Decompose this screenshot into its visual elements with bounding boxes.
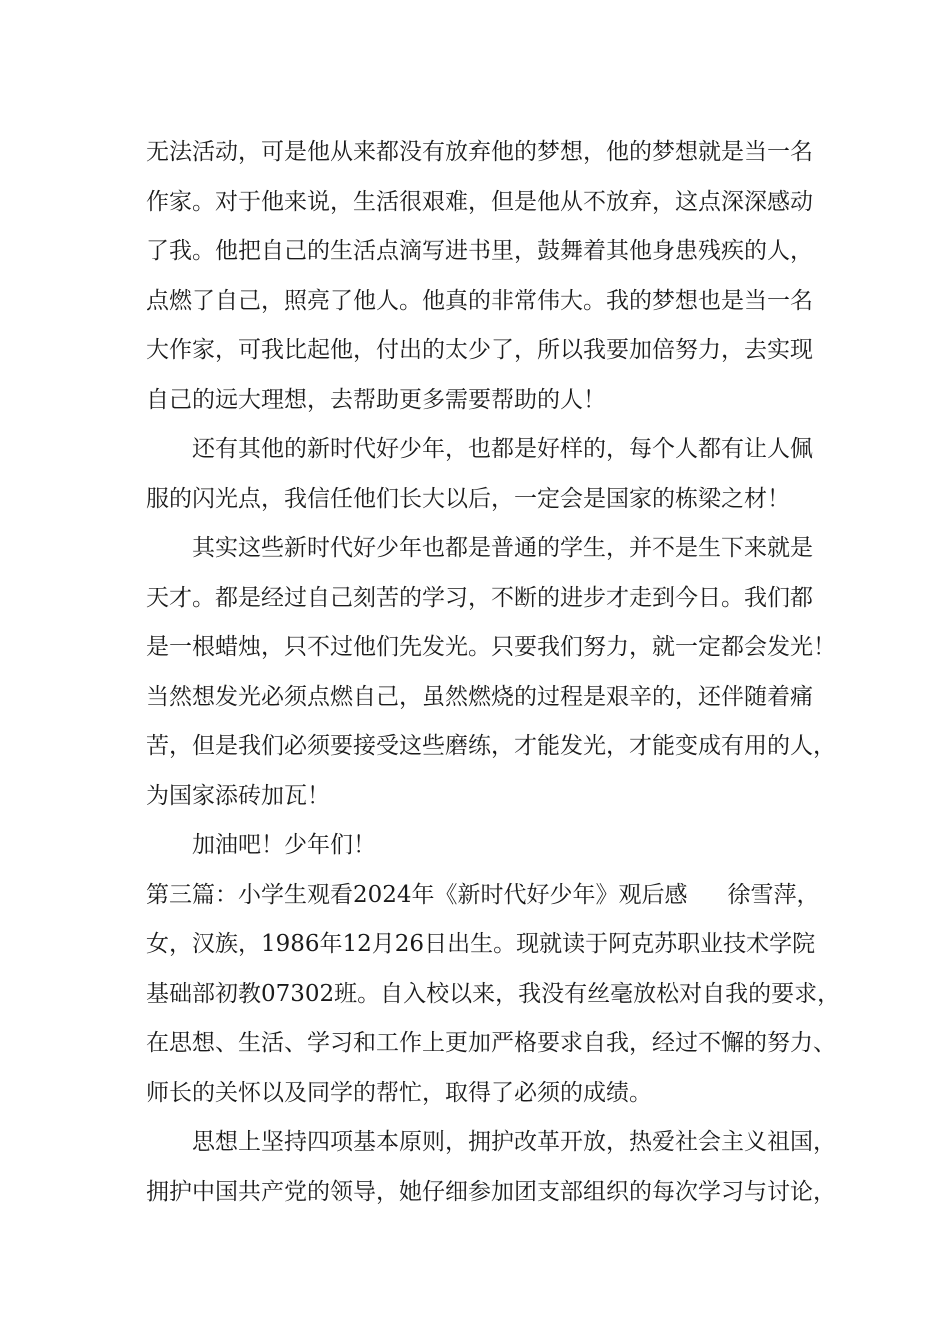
paragraph-line: 师长的关怀以及同学的帮忙，取得了必须的成绩。 [146, 1079, 652, 1106]
paragraph-line: 为国家添砖加瓦！ [146, 782, 330, 809]
paragraph-line: 大作家，可我比起他，付出的太少了，所以我要加倍努力，去实现 [146, 337, 813, 363]
paragraph-line: 还有其他的新时代好少年，也都是好样的，每个人都有让人佩 [192, 436, 813, 462]
paragraph-line: 作家。对于他来说，生活很艰难，但是他从不放弃，这点深深感动 [146, 188, 813, 215]
section-heading: 第三篇：小学生观看2024年《新时代好少年》观后感 [146, 881, 688, 908]
paragraph-line: 服的闪光点，我信任他们长大以后，一定会是国家的栋梁之材！ [146, 485, 790, 512]
paragraph-line: 女，汉族，1986年12月26日出生。现就读于阿克苏职业技术学院 [146, 931, 816, 957]
paragraph-line: 拥护中国共产党的领导，她仔细参加团支部组织的每次学习与讨论， [146, 1178, 836, 1205]
paragraph-line: 加油吧！少年们！ [192, 832, 376, 858]
section-heading-line [146, 871, 826, 921]
paragraph-line: 基础部初教07302班。自入校以来，我没有丝毫放松对自我的要求， [146, 980, 841, 1007]
paragraph-line: 其实这些新时代好少年也都是普通的学生，并不是生下来就是 [192, 535, 813, 561]
paragraph-line: 在思想、生活、学习和工作上更加严格要求自我，经过不懈的努力、 [146, 1030, 836, 1056]
author-name: 徐雪萍， [727, 881, 820, 908]
paragraph-line: 了我。他把自己的生活点滴写进书里，鼓舞着其他身患残疾的人， [146, 238, 813, 264]
paragraph-line: 当然想发光必须点燃自己，虽然燃烧的过程是艰辛的，还伴随着痛 [146, 683, 813, 710]
document-body [146, 128, 841, 1217]
paragraph-line: 自己的远大理想，去帮助更多需要帮助的人！ [146, 386, 606, 413]
paragraph-line: 点燃了自己，照亮了他人。他真的非常伟大。我的梦想也是当一名 [146, 287, 813, 314]
paragraph-line: 无法活动，可是他从来都没有放弃他的梦想，他的梦想就是当一名 [146, 139, 813, 165]
paragraph-line: 苦，但是我们必须要接受这些磨练，才能发光，才能变成有用的人， [146, 733, 836, 759]
paragraph-line: 是一根蜡烛，只不过他们先发光。只要我们努力，就一定都会发光！ [146, 634, 836, 660]
paragraph-line: 思想上坚持四项基本原则，拥护改革开放，热爱社会主义祖国， [192, 1129, 836, 1155]
paragraph-line: 天才。都是经过自己刻苦的学习，不断的进步才走到今日。我们都 [146, 584, 813, 611]
